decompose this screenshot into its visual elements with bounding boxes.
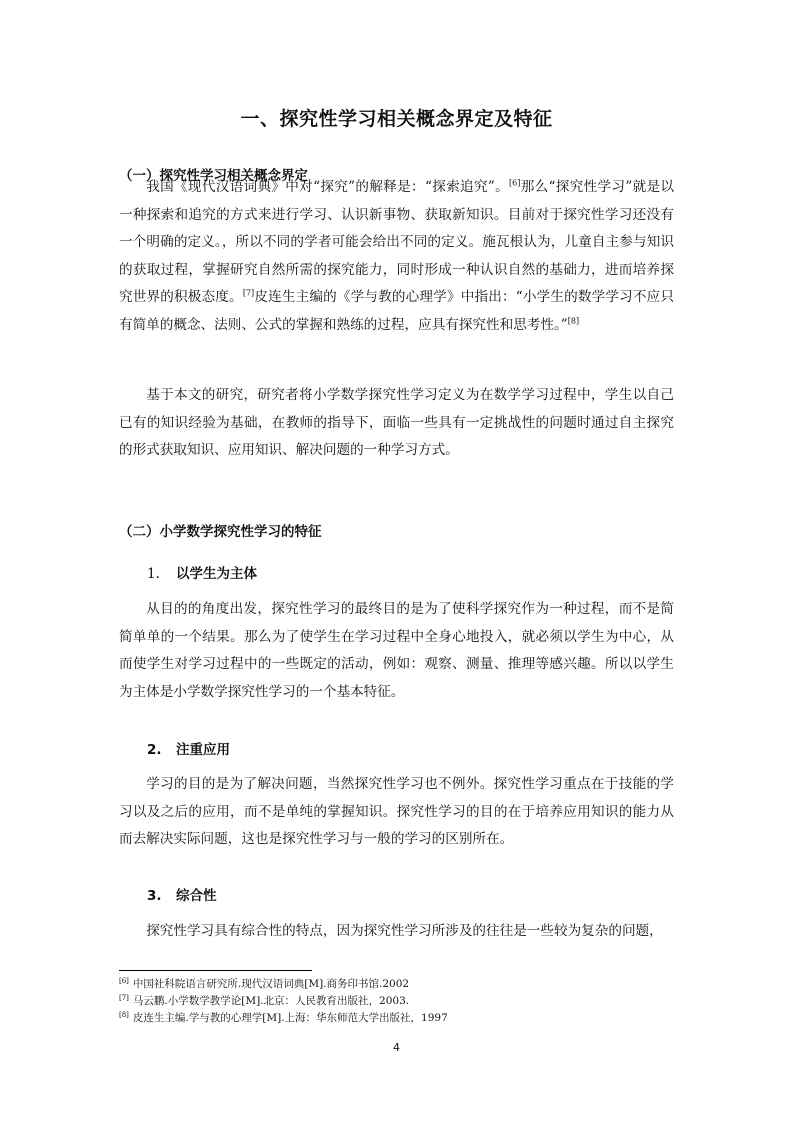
footnote-8 [119,1011,679,1025]
footnote-mark-7: [7] [119,993,129,1002]
footnote-6 [119,977,679,991]
footnote-mark-8: [8] [119,1010,129,1019]
footnote-text-6: 中国社科院语言研究所.现代汉语词典[M].商务印书馆.2002 [132,978,410,990]
feature-paragraph-3: 探究性学习具有综合性的特点，因为探究性学习所涉及的往往是一些较为复杂的问题， [146,923,663,939]
feature-title-3: 综合性 [176,888,217,904]
citation-7[interactable]: [7] [242,288,255,298]
feature-title-2: 注重应用 [176,742,230,758]
footnote-separator [119,970,312,971]
page-number: 4 [393,1041,400,1054]
footnote-text-7: 马云鹏.小学数学教学论[M].北京：人民教育出版社，2003. [132,995,410,1007]
feature-number-3: 3. [147,888,162,904]
feature-heading-2 [147,738,230,758]
citation-8[interactable]: [8] [567,316,580,326]
definition-paragraph-1: 我国《现代汉语词典》中对“探究”的解释是：“探索追究”。[6]那么“探究性学习”就是以一种探索和追究的方式来进行学习、认识新事物、获取新知识。目前对于探究性学习还没有一个明确的定义。，所以不同的学者可能会给出不同的定义。施瓦根认为，儿童自主参与知识的获取过程，掌握研究自然所需的探究能力，同时形成一种认识自然的基础力，进而培养探究世界的积极态度。[7]皮连生主编的《学与教的心理学》中指出：“小学生的数学学习不应只有简单的概念、法则、公式的掌握和熟练的过程，应具有探究性和思考性。”[8] [119,178,675,333]
feature-number-1: 1. [147,566,160,582]
footnote-7 [119,994,679,1008]
citation-6[interactable]: [6] [509,178,521,188]
chapter-title: 一、探究性学习相关概念界定及特征 [240,108,553,130]
feature-heading-3 [147,884,217,904]
footnote-text-8: 皮连生主编.学与教的心理学[M].上海：华东师范大学出版社，1997 [132,1012,448,1024]
section-heading-features: （二）小学数学探究性学习的特征 [119,524,322,540]
footnote-mark-6: [6] [119,976,129,985]
feature-paragraph-2: 学习的目的是为了解决问题，当然探究性学习也不例外。探究性学习重点在于技能的学习以及之后的应用，而不是单纯的掌握知识。探究性学习的目的在于培养应用知识的能力从而去解决实际问题，这也是探究性学习与一般的学习的区别所在。 [119,776,674,848]
feature-paragraph-1: 从目的的角度出发，探究性学习的最终目的是为了使科学探究作为一种过程，而不是简简单单的一个结果。那么为了使学生在学习过程中全身心地投入，就必须以学生为中心，从而使学生对学习过程中的一些既定的活动，例如：观察、测量、推理等感兴趣。所以以学生为主体是小学数学探究性学习的一个基本特征。 [119,601,674,700]
definition-paragraph-2: 基于本文的研究，研究者将小学数学探究性学习定义为在数学学习过程中，学生以自己已有的知识经验为基础，在教师的指导下，面临一些具有一定挑战性的问题时通过自主探究的形式获取知识、应用知识、解决问题的一种学习方式。 [119,387,674,459]
feature-number-2: 2. [147,742,162,758]
feature-heading-1 [147,562,257,582]
section-heading-definition: （一）探究性学习相关概念界定 [119,168,308,184]
feature-title-1: 以学生为主体 [176,566,257,582]
